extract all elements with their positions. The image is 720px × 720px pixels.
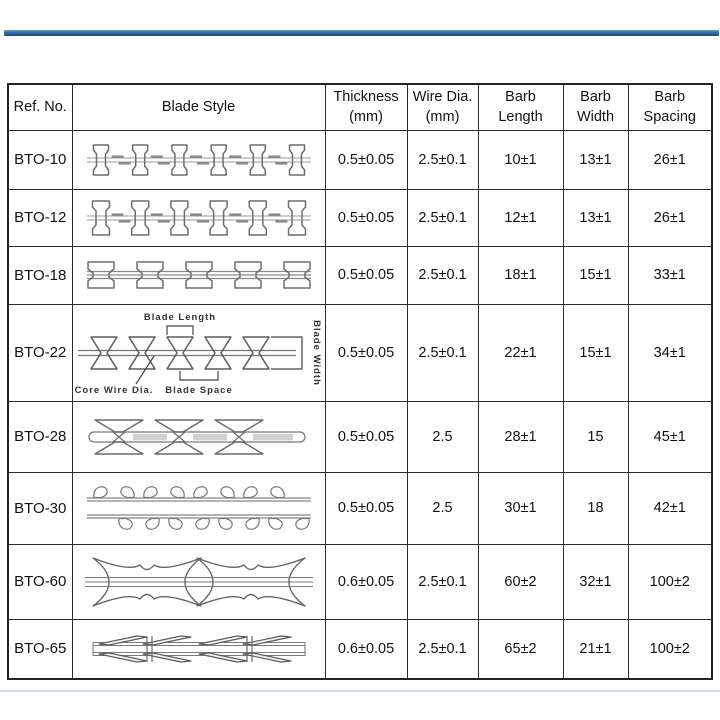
ref-cell: BTO-65 [8,619,72,679]
column-header-barb_width [563,84,628,130]
ref-cell: BTO-10 [8,130,72,189]
barb-spacing-cell: 26±1 [628,130,712,189]
column-header-barb_length [478,84,563,130]
table-row [8,619,712,679]
thickness-cell: 0.6±0.05 [325,544,407,619]
column-header-label: Blade Style [161,99,236,116]
table-row [8,472,712,544]
table-row [8,189,712,246]
column-header-label: Ref. No. [13,99,67,116]
blade-style-drawing [79,548,319,616]
barb-spacing-cell: 42±1 [628,472,712,544]
column-header-label: Barb [580,88,611,105]
column-header-label: Barb [654,88,686,105]
thickness-cell: 0.5±0.05 [325,246,407,304]
wire-dia-cell: 2.5±0.1 [407,189,478,246]
column-header-barb_spacing [628,84,712,130]
barb-length-cell: 30±1 [478,472,563,544]
blade-style-drawing-annotated [74,307,324,399]
top-accent-bar [4,30,719,36]
table-body [8,130,712,679]
wire-dia-cell: 2.5±0.1 [407,619,478,679]
barb-width-cell: 21±1 [563,619,628,679]
ref-cell: BTO-28 [8,401,72,472]
blade-style-drawing [79,623,319,675]
table-row [8,246,712,304]
column-header-sublabel: Width [576,109,615,126]
barb-width-cell: 15 [563,401,628,472]
wire-dia-cell: 2.5±0.1 [407,544,478,619]
barb-length-cell: 10±1 [478,130,563,189]
ref-cell: BTO-22 [8,304,72,401]
barb-spacing-cell: 100±2 [628,544,712,619]
blade-style-drawing [81,194,317,242]
blade-style-drawing [81,255,317,295]
column-header-wire [407,84,478,130]
barb-spacing-cell: 26±1 [628,189,712,246]
column-header-label: Wire Dia. [412,88,473,105]
wire-dia-cell: 2.5 [407,472,478,544]
barb-length-cell: 12±1 [478,189,563,246]
core-wire-dia-label: Core Wire Dia. [74,384,153,396]
ref-cell: BTO-60 [8,544,72,619]
barb-spacing-cell: 33±1 [628,246,712,304]
blade-space-label: Blade Space [164,384,233,396]
barb-width-cell: 15±1 [563,246,628,304]
blade-style-cell [72,619,325,679]
wire-dia-cell: 2.5±0.1 [407,130,478,189]
blade-style-cell [72,472,325,544]
wire-dia-cell: 2.5±0.1 [407,246,478,304]
table-row [8,304,712,401]
thickness-cell: 0.5±0.05 [325,304,407,401]
blade-style-cell [72,401,325,472]
blade-style-cell [72,246,325,304]
barb-length-cell: 60±2 [478,544,563,619]
ref-cell: BTO-12 [8,189,72,246]
blade-style-drawing [79,409,319,465]
blade-style-cell [72,189,325,246]
header-row [8,84,712,130]
barb-width-cell: 18 [563,472,628,544]
table-row [8,544,712,619]
barb-width-cell: 32±1 [563,544,628,619]
barb-spacing-cell: 100±2 [628,619,712,679]
thickness-cell: 0.5±0.05 [325,401,407,472]
barb-length-cell: 22±1 [478,304,563,401]
blade-style-drawing [79,478,319,538]
blade-length-label: Blade Length [143,311,216,323]
wire-dia-cell: 2.5±0.1 [407,304,478,401]
barb-width-cell: 13±1 [563,130,628,189]
table-row [8,401,712,472]
blade-style-cell [72,304,325,401]
blade-style-cell [72,130,325,189]
column-header-label: Barb [505,88,536,105]
blade-width-label: Blade Width [310,319,322,386]
column-header-ref [8,84,72,130]
blade-style-cell [72,544,325,619]
wire-dia-cell: 2.5 [407,401,478,472]
thickness-cell: 0.5±0.05 [325,189,407,246]
thickness-cell: 0.5±0.05 [325,130,407,189]
barb-length-cell: 18±1 [478,246,563,304]
ref-cell: BTO-18 [8,246,72,304]
blade-style-drawing [81,138,317,182]
barb-width-cell: 13±1 [563,189,628,246]
column-header-thickness [325,84,407,130]
column-header-style [72,84,325,130]
barb-width-cell: 15±1 [563,304,628,401]
column-header-sublabel: (mm) [349,109,383,126]
column-header-sublabel: Spacing [643,109,696,126]
thickness-cell: 0.6±0.05 [325,619,407,679]
column-header-label: Thickness [333,88,399,105]
ref-cell: BTO-30 [8,472,72,544]
thickness-cell: 0.5±0.05 [325,472,407,544]
barb-length-cell: 65±2 [478,619,563,679]
blade-spec-table [7,83,713,680]
barb-spacing-cell: 34±1 [628,304,712,401]
barb-spacing-cell: 45±1 [628,401,712,472]
column-header-sublabel: Length [498,109,543,126]
table-row [8,130,712,189]
barb-length-cell: 28±1 [478,401,563,472]
column-header-sublabel: (mm) [425,109,460,126]
bottom-divider [0,690,720,692]
